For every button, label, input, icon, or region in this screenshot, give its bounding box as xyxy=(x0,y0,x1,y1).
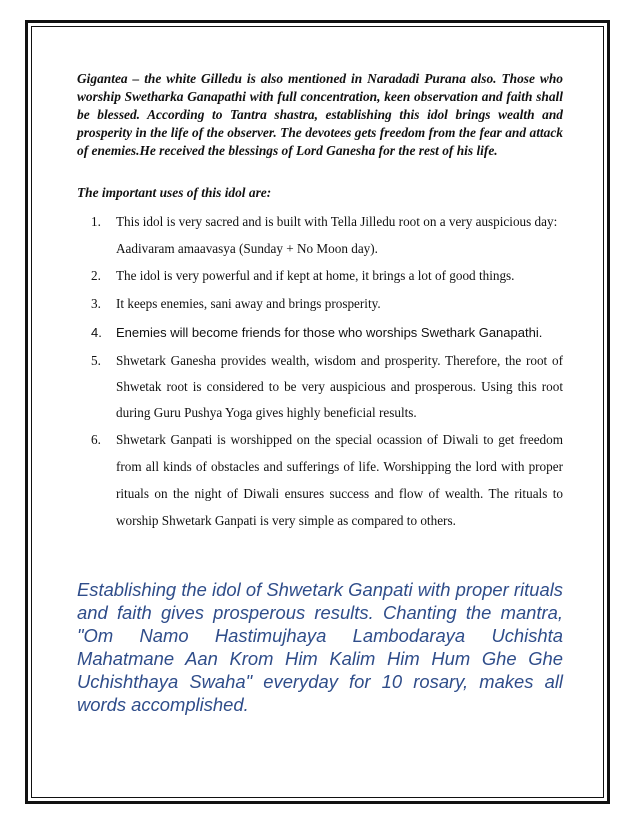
list-item-text: Enemies will become friends for those who worships Swethark Ganapathi. xyxy=(116,325,543,340)
list-item-text: Shwetark Ganesha provides wealth, wisdom and prosperity. Therefore, the root of Shwetak root is considered to be very auspicious and prosperous. Using this root during Guru Pushya Yoga gives highly beneficial results. xyxy=(116,353,563,420)
list-item-number: 5. xyxy=(91,353,101,368)
list-item xyxy=(77,348,563,426)
list-item xyxy=(77,262,563,290)
list-item xyxy=(77,208,563,262)
list-item xyxy=(77,322,563,344)
list-item xyxy=(77,426,563,534)
list-item-text: The idol is very powerful and if kept at home, it brings a lot of good things. xyxy=(116,268,515,283)
list-item-number: 2. xyxy=(91,268,101,283)
uses-heading: The important uses of this idol are: xyxy=(77,185,272,200)
list-item-text: This idol is very sacred and is built with Tella Jilledu root on a very auspicious day: Aadivaram amaavasya (Sunday + No Moon day). xyxy=(116,214,558,256)
list-item-number: 1. xyxy=(91,214,101,229)
uses-list xyxy=(77,208,563,534)
list-item-text: Shwetark Ganpati is worshipped on the special ocassion of Diwali to get freedom from all kinds of obstacles and sufferings of life. Worshipping the lord with proper rituals on the night of Diwali ensures success and flow of wealth. The rituals to worship Shwetark Ganpati is very simple as compared to others. xyxy=(116,432,563,528)
list-item-number: 3. xyxy=(91,296,101,311)
intro-paragraph: Gigantea – the white Gilledu is also mentioned in Naradadi Purana also. Those who worship Swetharka Ganapathi with full concentration, keen observation and faith shall be blessed. According to Tantra shastra, establishing this idol brings wealth and prosperity in the life of the observer. The devotees gets freedom from the fear and attack of enemies.He received the blessings of Lord Ganesha for the rest of his life. xyxy=(77,71,563,158)
list-item-number: 6. xyxy=(91,432,101,447)
list-item-number: 4. xyxy=(91,325,102,340)
list-item-text: It keeps enemies, sani away and brings prosperity. xyxy=(116,296,381,311)
closing-paragraph: Establishing the idol of Shwetark Ganpati with proper rituals and faith gives prosperous results. Chanting the mantra, "Om Namo Hastimujhaya Lambodaraya Uchishta Mahatmane Aan Krom Him Kalim Him Hum Ghe Ghe Uchishthaya Swaha" everyday for 10 rosary, makes all words accomplished. xyxy=(77,579,563,715)
list-item xyxy=(77,290,563,318)
